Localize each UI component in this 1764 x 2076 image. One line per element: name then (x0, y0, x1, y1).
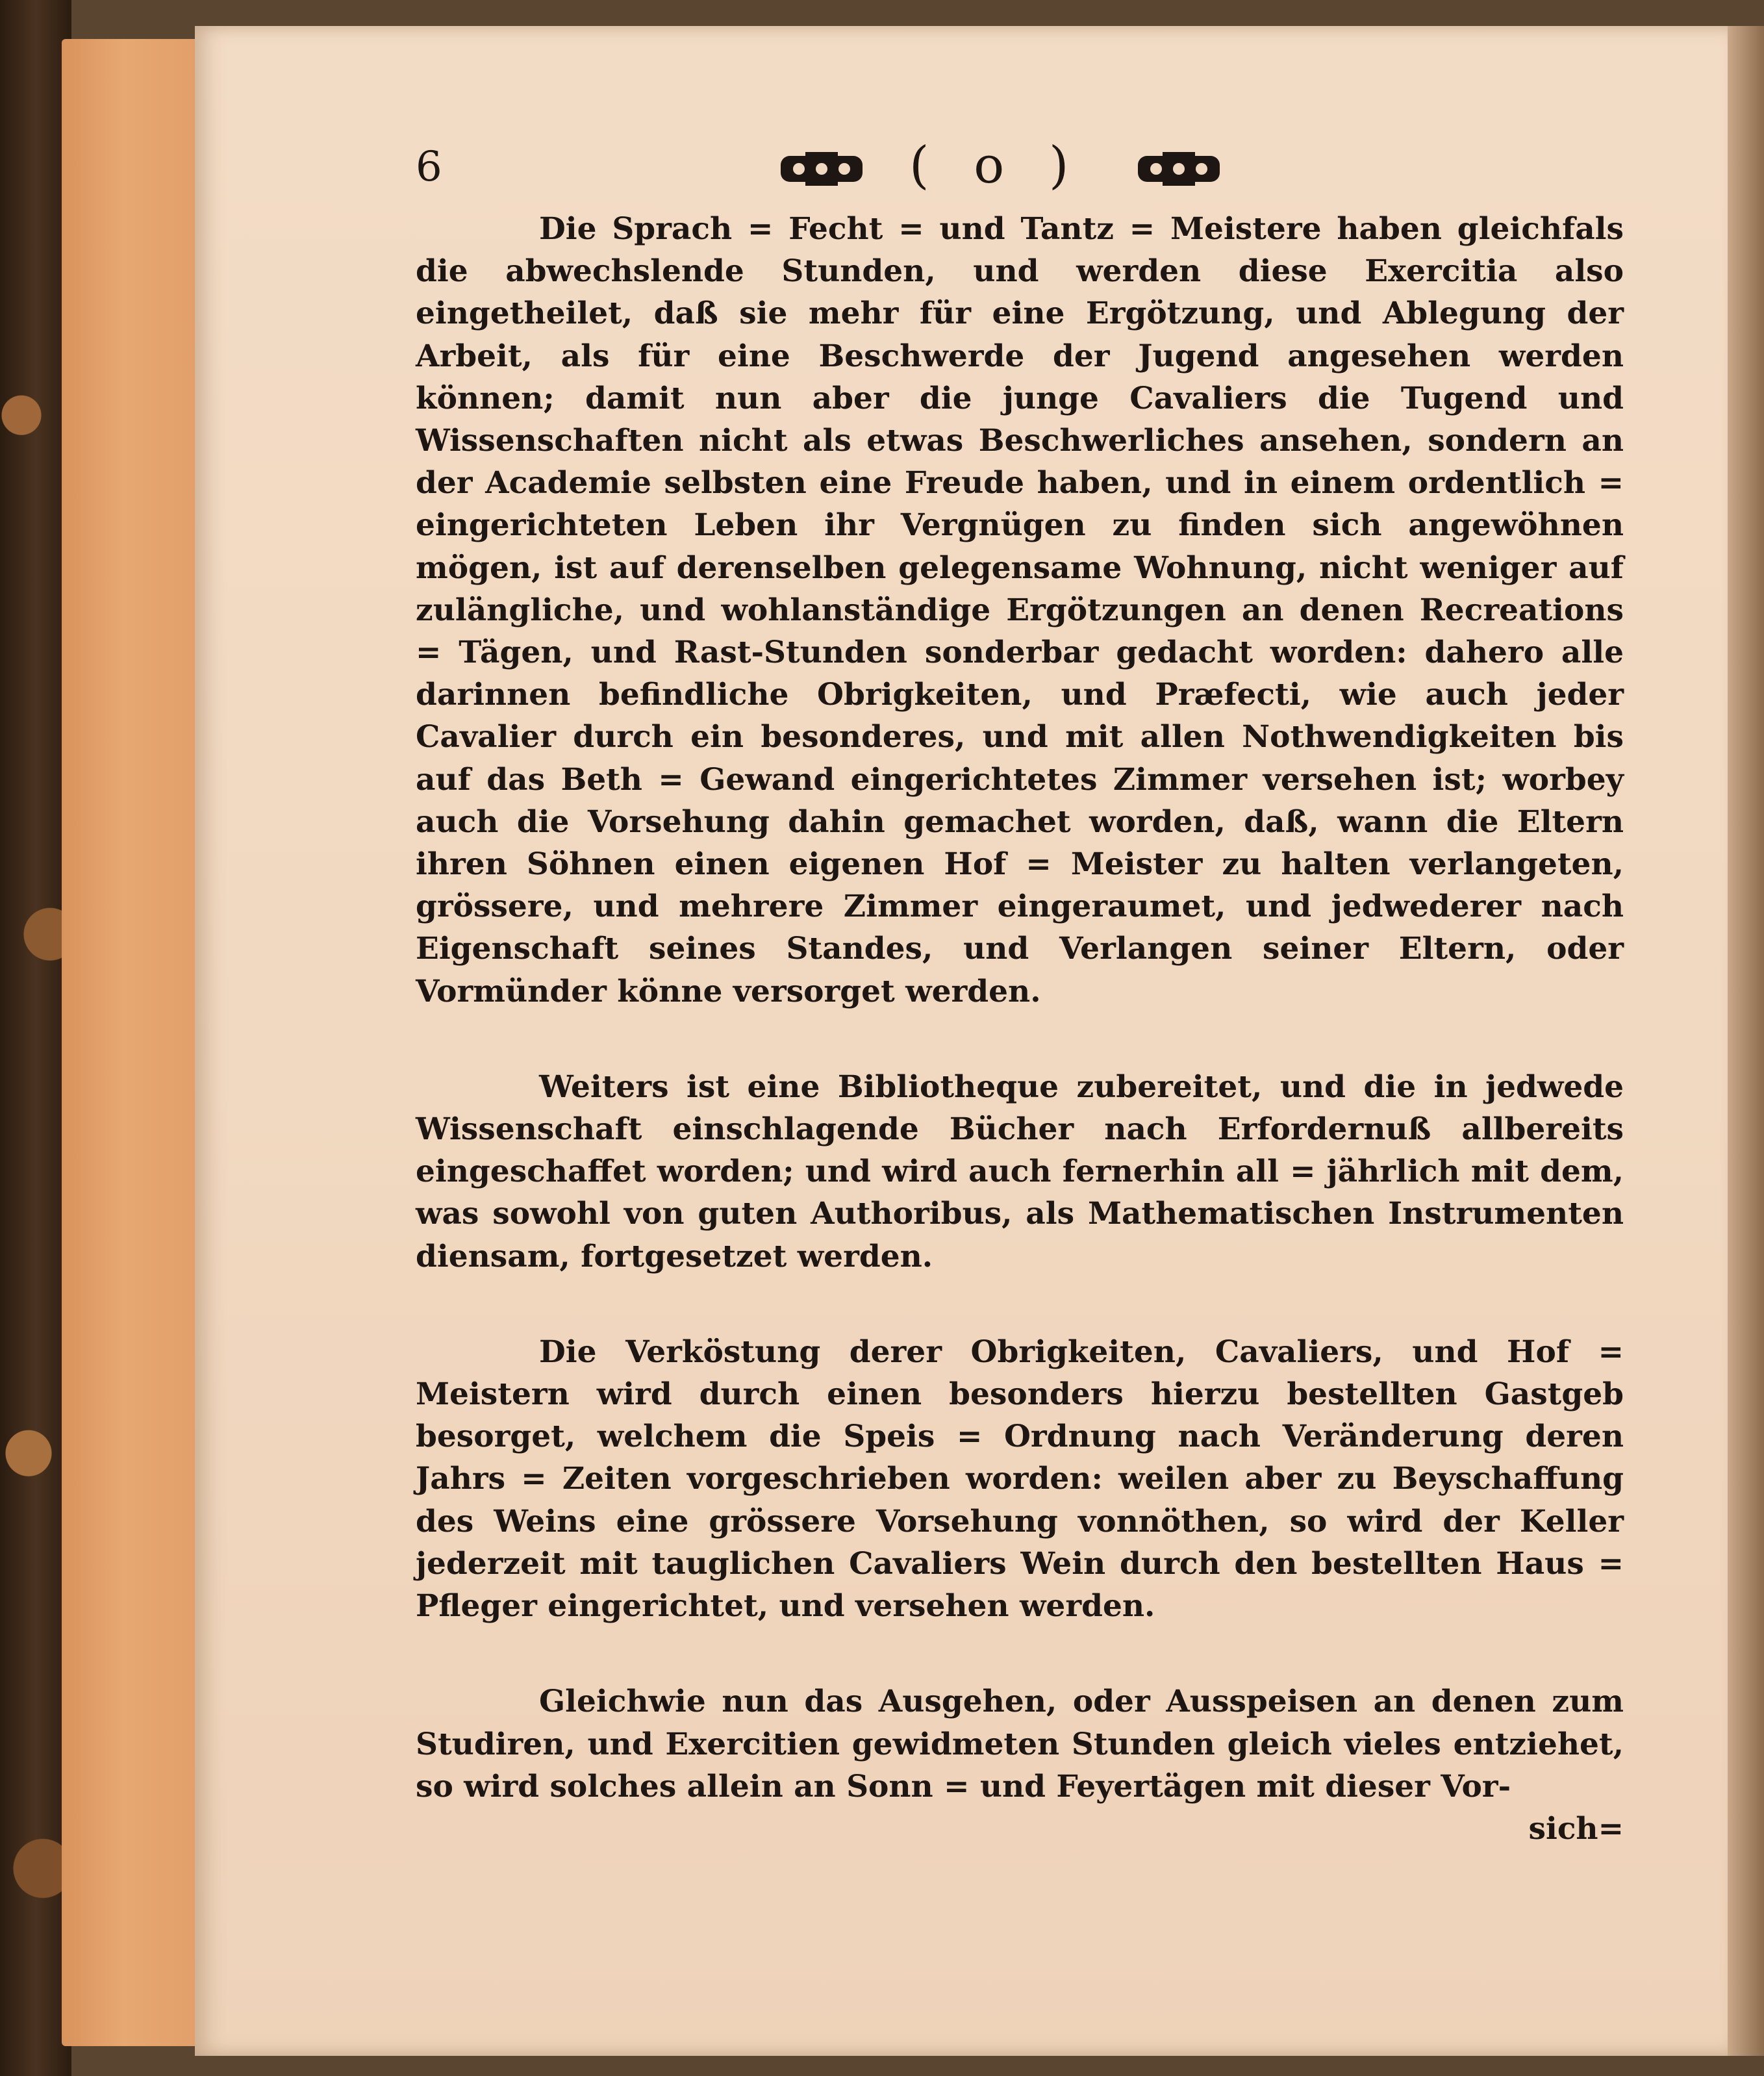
right-ornament-icon (1137, 149, 1221, 188)
paragraph-board (416, 1331, 1624, 1627)
paragraph-text: Gleichwie nun das Ausgehen, oder Ausspeisen an denen zum Studiren, und Exercitien gewidmeten Stunden gleich vieles entziehet, so wird solches allein an Sonn = und Feyertägen mit dieser Vor- (416, 1684, 1624, 1804)
page-number: 6 (416, 143, 442, 191)
next-page-edge (1728, 26, 1764, 2056)
catchword: sich= (1528, 1810, 1624, 1847)
page-header (416, 130, 1624, 208)
paragraph-outings (416, 1680, 1624, 1808)
header-mark: ( o ) (909, 136, 1083, 195)
left-ornament-icon (779, 149, 864, 188)
paragraph-text: Weiters ist eine Bibliotheque zubereitet, und die in jedwede Wissenschaft einschlagende Bücher nach Erfordernuß allbereits eingeschaffet worden; und wird auch fernerhin all = jährlich mit dem, was sowohl von guten Authoribus, als Mathematischen Instrumenten diensam, fortgesetzet werden. (416, 1069, 1624, 1274)
book-binding (0, 0, 71, 2076)
book-cover-board (62, 39, 218, 2046)
paragraph-library (416, 1066, 1624, 1278)
paragraph-text: Die Verköstung derer Obrigkeiten, Cavaliers, und Hof = Meistern wird durch einen besonders hierzu bestellten Gastgeb besorget, welchem die Speis = Ordnung nach Veränderung deren Jahrs = Zeiten vorgeschrieben worden: weilen aber zu Beyschaffung des Weins eine grössere Vorsehung vonnöthen, so wird der Keller jederzeit mit tauglichen Cavaliers Wein durch den bestellten Haus = Pfleger eingerichtet, und versehen werden. (416, 1334, 1624, 1625)
paragraph-text: Die Sprach = Fecht = und Tantz = Meistere haben gleichfals die abwechslende Stunden, und werden diese Exercitia also eingetheilet, daß sie mehr für eine Ergötzung, und Ablegung der Arbeit, als für eine Beschwerde der Jugend angesehen werden können; damit nun aber die junge Cavaliers die Tugend und Wissenschaften nicht als etwas Beschwerliches ansehen, sondern an der Academie selbsten eine Freude haben, und in einem ordentlich = eingerichteten Leben ihr Vergnügen zu finden sich angewöhnen mögen, ist auf derenselben gelegensame Wohnung, nicht weniger auf zulängliche, und wohlanständige Ergötzungen an denen Recreations = Tägen, und Rast-Stunden sonderbar gedacht worden: dahero alle darinnen befindliche Obrigkeiten, und Præfecti, wie auch jeder Cavalier durch ein besonderes, und mit allen Nothwendigkeiten bis auf das Beth = Gewand eingerichtetes Zimmer versehen ist; worbey auch die Vorsehung dahin gemachet worden, daß, wann die Eltern ihren Söhnen einen eigenen Hof = Meister zu halten verlangeten, grössere, und mehrere Zimmer eingeraumet, und jedwederer nach Eigenschaft seines Standes, und Verlangen seiner Eltern, oder Vormünder könne versorget werden. (416, 211, 1624, 1009)
page-content (416, 130, 1624, 1850)
paragraph-masters (416, 208, 1624, 1013)
